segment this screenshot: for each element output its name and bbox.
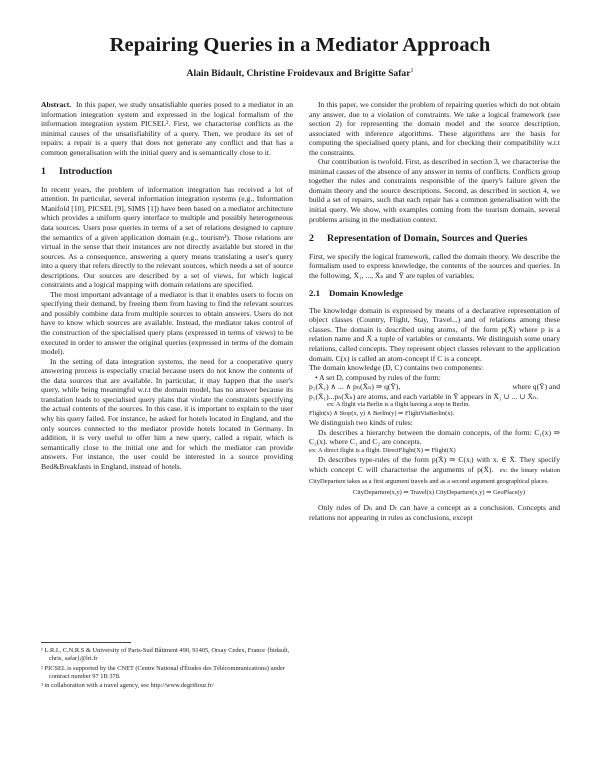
right-paragraph-1: In this paper, we consider the problem of repairing queries which do not obtain any answer, due to a violation of constraints. We take a logical framework (see section 2) for representing the domain model and the source description, associated with inference algorithms. These algorithms are the basis for computing the specialised query plans, and for checking their compatibility w.r.t the constraints. [309, 100, 560, 157]
right-paragraph-2: Our contribution is twofold. First, as described in section 3, we characterise the minimal causes of the absence of any answer in terms of conflicts. Conflicts group together the rules and constraints responsible of the query's failure given the domain theory and the source descriptions. Second, as described in section 4, we build a set of repairs, such that each repair has a common generalisation with the initial query. We show, with examples coming from the tourism domain, several problems arising in the mediation context. [309, 157, 560, 224]
example-1-formula: Flight(x) ∧ Stop(x, y) ∧ Berlin(y) ⇒ FlightViaBerlin(x). [309, 409, 455, 417]
author-names: Alain Bidault, Christine Froidevaux and Brigitte Safar [186, 68, 411, 80]
right-column [309, 100, 560, 522]
set-d-line: • A set D, composed by rules of the form: [315, 372, 441, 382]
section-2-1-number: 2.1 [309, 288, 320, 299]
section-2-1-title: Domain Knowledge [329, 288, 404, 299]
footnote-2: ² PICSEL is supported by the CNET (Centre National d'Études des Télécommunications) under contract number 97 1B 378. [41, 664, 285, 680]
example-1: ex: A flight via Berlin is a flight having a stop in Berlin. [327, 401, 470, 409]
rule-form-line [309, 382, 560, 392]
hierarchy-rules: Dₕ describes a hierarchy between the domain concepts, of the form: C₁(x) ⇒ C₂(x). where C₁ and C₂ are concepts. [309, 427, 560, 447]
section-2-number: 2 [309, 233, 314, 245]
footnotes [41, 642, 293, 691]
example-3: ex: the binary relation CityDeparture takes as a first argument travels and as a second argument geographical places. [309, 467, 560, 485]
rule-form-left: p₁(X̄₁) ∧ ... ∧ pₙ(X̄ₙ) ⇒ q(Ȳ), [309, 382, 401, 392]
section-1-number: 1 [41, 166, 46, 178]
section-1-heading [41, 167, 293, 177]
footnote-rule [41, 642, 131, 643]
abstract [41, 100, 293, 157]
rule-kinds-line: We distinguish two kinds of rules: [309, 418, 413, 428]
section-2-heading [309, 234, 560, 244]
abstract-text: In this paper, we study unsatisfiable queries posed to a mediator in an information integration system and expressed in the logical formalism of the information integration system PICSEL². First, we characterise conflicts as the minimal causes of the unsatisfiability of a query. Then, we produce its set of repairs: a repair is a query that does not generate any conflict and that has a common generalisation with the initial query and is semantically close to it. [41, 100, 294, 157]
domain-components-line: The domain knowledge (D, C) contains two components: [309, 363, 484, 373]
section-2-intro: First, we specify the logical framework, called the domain theory. We describe the formalism used to express knowledge, the contents of the sources and queries. In the following, X̄₁, ..., X̄ₙ and Ȳ are tuples of variables. [309, 251, 560, 280]
section-2-1-heading [309, 289, 560, 299]
rule-form-right: where q(Ȳ) and [512, 382, 560, 392]
example-2: ex: A direct flight is a flight. DirectFlight(X) ⇒ Flight(X) [309, 446, 456, 454]
author-footnote-mark: 1 [410, 68, 414, 74]
abstract-label: Abstract. [41, 100, 72, 109]
intro-paragraph-2: The most important advantage of a mediator is that it enables users to focus on specifying their demand, by freeing them from having to find the relevant sources and possibly combine data from multiple sources to obtain answers. Users do not have to know which sources are available. Instead, the mediator takes control of the construction of the specialised query plans (expressed in terms of views) to be executed in order to answer the original queries (expressed in terms of the domain model). [41, 289, 293, 357]
left-column [41, 100, 293, 471]
intro-paragraph-3: In the setting of data integration systems, the need for a cooperative query answering process is especially crucial because users do not know the contents of the data sources that are available. In particular, it may happen that the user's query, while being meaningful w.r.t the domain model, has no answer because its translation leads to specialised query plans that violate the constraints specifying the actual contents of the sources. In this case, it is important to explain to the user why his query failed. For instance, he asked for hotels located in England, and the only sources connected to the mediator provide hotels located in Germany. In addition, it is very useful to offer him a new query, called a repair, which is semantically close to the initial one and for which the mediator can provide answers. For instance, the user could be interested in a source providing Bed&Breakfasts in England, instead of hotels. [41, 356, 293, 471]
footnote-1: ¹ L.R.I., C.N.R.S & University of Paris-Sud Bâtiment 490, 91405, Orsay Cedex, France {bidault, chris, safar}@lri.fr [41, 647, 290, 663]
rule-form-continued: p₁(X̄₁)...pₙ(X̄ₙ) are atoms, and each variable in Ȳ appears in X̄₁ ∪ ... ∪ X̄ₙ. [309, 391, 539, 401]
paper-title: Repairing Queries in a Mediator Approach [109, 34, 491, 56]
type-rules-text: Dₜ describes type-rules of the form p(X̄) ⇒ C(xᵢ) with xᵢ ∈ X̄. They specify which concept C will characterise the arguments of p(X̄). [309, 455, 560, 474]
domain-knowledge-paragraph: The knowledge domain is expressed by means of a declarative representation of object classes (Country, Flight, Stay, Travel...) and of relations among these classes. The domain is described using atoms, of the form p(X̄) where p is a relation name and X̄ a tuple of variables or constants. We distinguish some unary relations, called concepts. They represent object classes relevant to the application domain. C(x) is called an atom-concept if C is a concept. [309, 305, 560, 363]
section-1-title: Introduction [59, 166, 113, 178]
last-paragraph: Only rules of Dₕ and Dₜ can have a concept as a conclusion. Concepts and relations not appearing in rules as conclusions, except [309, 503, 560, 522]
type-rules [309, 455, 560, 486]
section-2-title: Representation of Domain, Sources and Queries [327, 233, 528, 245]
intro-paragraph-1: In recent years, the problem of information integration has received a lot of attention. In particular, several information integration systems (e.g., Information Manifold [10], PICSEL [9], SIMS [1]) have been based on a mediator architecture which provides a uniform query interface to multiple and possibly heterogeneous data sources. Users pose queries in terms of a set of relations designed to capture the semantics of a given application domain (e.g., tourism³). Those relations are virtual in the sense that their instances are not directly available but stored in the sources. As a consequence, answering a query means translating a user's query into a query that refers directly to the relevant sources, which needs a set of source descriptions. Our sources are described by a set of views, for which logical constraints and a logical mapping with domain relations are specified. [41, 184, 293, 290]
paper-authors [0, 68, 600, 79]
example-3-formula: CityDeparture(x,y) ⇒ Travel(x) CityDeparture(x,y) ⇒ GeoPlace(y) [352, 489, 526, 496]
footnote-3: ³ in collaboration with a travel agency, see http://www.degriftour.fr/ [41, 682, 214, 690]
